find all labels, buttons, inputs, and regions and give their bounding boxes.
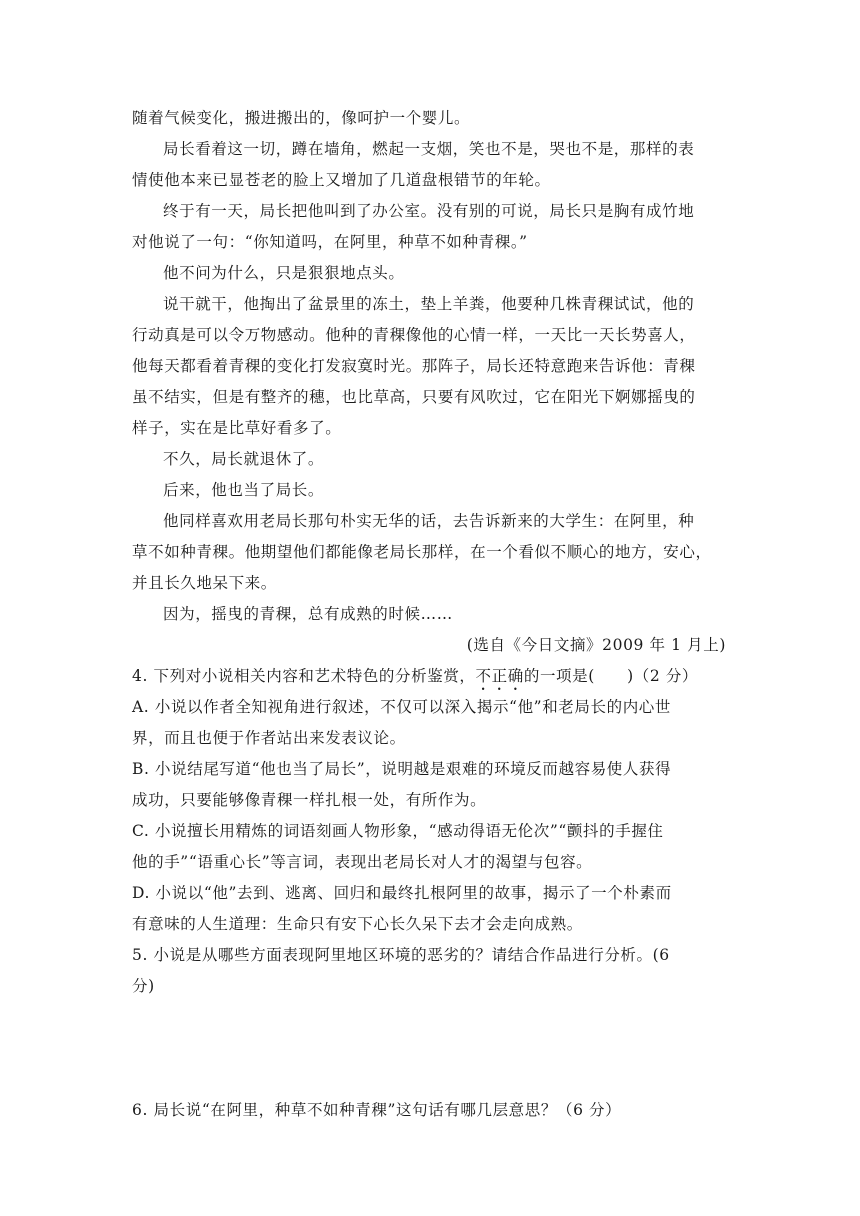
story-paragraph-line: 虽不结实，但是有整齐的穗，也比草高，只要有风吹过，它在阳光下婀娜摇曳的 <box>132 388 696 406</box>
question-4-prefix: 4. 下列对小说相关内容和艺术特色的分析鉴赏， <box>132 667 476 685</box>
story-paragraph-line: 后来，他也当了局长。 <box>163 481 325 499</box>
story-paragraph-line: 终于有一天，局长把他叫到了办公室。没有别的可说，局长只是胸有成竹地 <box>163 202 695 220</box>
story-closing-line: 因为，摇曳的青稞，总有成熟的时候…… <box>163 605 453 623</box>
story-paragraph-line: 样子，实在是比草好看多了。 <box>132 419 342 437</box>
question-5-line: 5. 小说是从哪些方面表现阿里地区环境的恶劣的？请结合作品进行分析。(6 <box>132 946 670 964</box>
story-paragraph-line: 他不问为什么，只是狠狠地点头。 <box>163 264 405 282</box>
story-paragraph-line: 行动真是可以令万物感动。他种的青稞像他的心情一样，一天比一天长势喜人， <box>132 326 696 344</box>
question-5-line: 分) <box>132 977 155 995</box>
story-paragraph-line: 他同样喜欢用老局长那句朴实无华的话，去告诉新来的大学生：在阿里，种 <box>163 512 695 530</box>
option-d-line: 有意味的人生道理：生命只有安下心长久呆下去才会走向成熟。 <box>132 915 583 933</box>
answer-space <box>132 1002 728 1095</box>
option-c-line: 他的手”“语重心长”等言词，表现出老局长对人才的渴望与包容。 <box>132 853 593 871</box>
story-paragraph-line: 情使他本来已显苍老的脸上又增加了几道盘根错节的年轮。 <box>132 171 551 189</box>
question-4-emphasis: 不正确 <box>475 667 524 685</box>
story-paragraph-line: 不久，局长就退休了。 <box>163 450 325 468</box>
story-paragraph-line: 说干就干，他掏出了盆景里的冻土，垫上羊粪，他要种几株青稞试试，他的 <box>163 295 695 313</box>
story-paragraph-line: 随着气候变化，搬进搬出的，像呵护一个婴儿。 <box>132 109 471 127</box>
story-paragraph-line: 草不如种青稞。他期望他们都能像老局长那样，在一个看似不顺心的地方，安心， <box>132 543 712 561</box>
option-a-line: 界，而且也便于作者站出来发表议论。 <box>132 729 406 747</box>
option-b-line: B. 小说结尾写道“他也当了局长”，说明越是艰难的环境反而越容易使人获得 <box>132 760 672 778</box>
question-4 <box>132 661 728 692</box>
option-c-line: C. 小说擅长用精炼的词语刻画人物形象，“感动得语无伦次”“颤抖的手握住 <box>132 822 664 840</box>
question-6: 6. 局长说“在阿里，种草不如种青稞”这句话有哪几层意思？（6 分） <box>132 1101 622 1119</box>
option-d-line: D. 小说以“他”去到、逃离、回归和最终扎根阿里的故事，揭示了一个朴素而 <box>132 884 672 902</box>
source-citation: (选自《今日文摘》2009 年 1 月上) <box>466 636 726 654</box>
story-paragraph-line: 并且长久地呆下来。 <box>132 574 277 592</box>
question-4-suffix: 的一项是( )（2 分） <box>523 667 699 685</box>
document-page <box>132 103 728 1126</box>
option-b-line: 成功，只要能够像青稞一样扎根一处，有所作为。 <box>132 791 487 809</box>
story-paragraph-line: 局长看着这一切，蹲在墙角，燃起一支烟，笑也不是，哭也不是，那样的表 <box>163 140 695 158</box>
option-a-line: A. 小说以作者全知视角进行叙述，不仅可以深入揭示“他”和老局长的内心世 <box>132 698 671 716</box>
story-paragraph-line: 他每天都看着青稞的变化打发寂寞时光。那阵子，局长还特意跑来告诉他：青稞 <box>132 357 696 375</box>
story-paragraph-line: 对他说了一句：“你知道吗，在阿里，种草不如种青稞。” <box>132 233 528 251</box>
